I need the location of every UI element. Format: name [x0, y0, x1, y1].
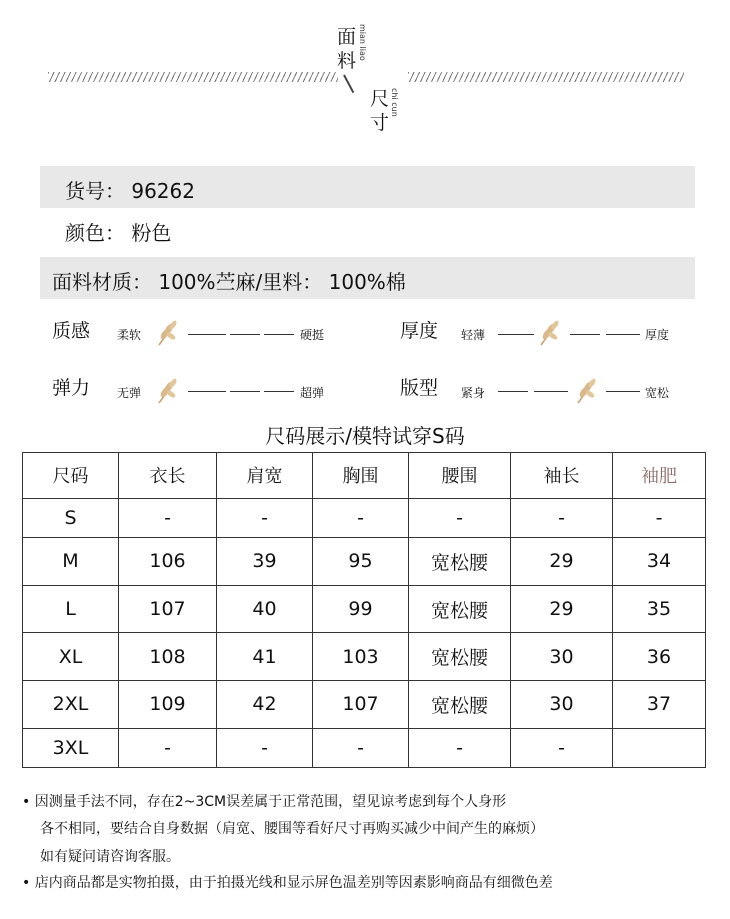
- note-line-2: 各不相同，要结合自身数据（肩宽、腰围等看好尺寸再购买减少中间产生的麻烦）: [40, 821, 544, 837]
- attr-fit-label: 版型: [400, 377, 439, 399]
- table-cell: 107: [119, 585, 217, 633]
- note-line-3: 如有疑问请咨询客服。: [40, 849, 180, 865]
- scale-dash: [230, 334, 260, 335]
- scale-dash: [570, 334, 600, 335]
- header-right-hatch: [408, 72, 684, 82]
- table-cell: -: [313, 728, 409, 767]
- table-cell: -: [409, 728, 511, 767]
- header-left-hatch: [48, 72, 338, 82]
- table-cell: 103: [313, 633, 409, 681]
- table-cell: -: [511, 498, 613, 537]
- table-cell: [613, 728, 706, 767]
- scale-dash: [264, 391, 294, 392]
- table-cell: 109: [119, 681, 217, 729]
- item-color: 颜色： 粉色: [65, 221, 172, 245]
- table-cell: 宽松腰: [409, 633, 511, 681]
- scale-dash: [606, 391, 640, 392]
- table-cell: 99: [313, 585, 409, 633]
- note-line-1: • 因测量手法不同，存在2~3CM误差属于正常范围，望见谅考虑到每个人身形: [22, 794, 507, 810]
- table-cell: 106: [119, 538, 217, 586]
- attr-elastic-left: 无弹: [117, 386, 142, 400]
- item-material: 面料材质： 100%苎麻/里料： 100%棉: [52, 270, 406, 294]
- header-cell: 胸围: [313, 453, 409, 499]
- attr-thickness-left: 轻薄: [461, 328, 486, 342]
- item-number: 货号： 96262: [65, 179, 195, 203]
- table-cell: 30: [511, 633, 613, 681]
- table-cell: 41: [217, 633, 313, 681]
- header-fabric-char-2: 料: [337, 50, 357, 72]
- header-fabric-char-1: 面: [337, 26, 357, 48]
- table-cell: 36: [613, 633, 706, 681]
- table-cell: 39: [217, 538, 313, 586]
- table-cell: 42: [217, 681, 313, 729]
- scale-dash: [606, 334, 640, 335]
- table-cell: 宽松腰: [409, 585, 511, 633]
- table-cell: M: [23, 538, 119, 586]
- table-cell: 2XL: [23, 681, 119, 729]
- table-row: [23, 681, 706, 729]
- table-cell: -: [217, 728, 313, 767]
- table-row: [23, 585, 706, 633]
- header-size-pinyin: chi cun: [390, 88, 399, 117]
- wheat-icon: [574, 375, 600, 405]
- table-header-row: [23, 453, 706, 499]
- table-cell: L: [23, 585, 119, 633]
- table-row: [23, 728, 706, 767]
- attr-elastic-label: 弹力: [52, 377, 91, 399]
- scale-dash: [188, 391, 226, 392]
- table-cell: 107: [313, 681, 409, 729]
- attr-texture-right: 硬挺: [300, 328, 325, 342]
- attr-texture-label: 质感: [52, 320, 91, 342]
- scale-dash: [498, 391, 528, 392]
- scale-dash: [188, 334, 226, 335]
- table-cell: -: [409, 498, 511, 537]
- table-cell: 宽松腰: [409, 538, 511, 586]
- header-cell: 尺码: [23, 453, 119, 499]
- attr-texture-left: 柔软: [117, 328, 142, 342]
- table-cell: 29: [511, 538, 613, 586]
- table-cell: 30: [511, 681, 613, 729]
- header-cell: 肩宽: [217, 453, 313, 499]
- table-row: [23, 498, 706, 537]
- note-line-4: • 店内商品都是实物拍摄，由于拍摄光线和显示屏色温差别等因素影响商品有细微色差: [22, 875, 553, 891]
- size-table: [22, 452, 706, 768]
- table-cell: -: [511, 728, 613, 767]
- table-cell: 35: [613, 585, 706, 633]
- scale-dash: [498, 334, 534, 335]
- header-cell: 衣长: [119, 453, 217, 499]
- table-cell: XL: [23, 633, 119, 681]
- scale-dash: [534, 391, 568, 392]
- table-cell: S: [23, 498, 119, 537]
- header-fabric-pinyin: mian liao: [358, 24, 367, 61]
- header-slash: [343, 75, 354, 94]
- header-cell: 腰围: [409, 453, 511, 499]
- table-cell: 宽松腰: [409, 681, 511, 729]
- table-cell: -: [119, 728, 217, 767]
- table-cell: 29: [511, 585, 613, 633]
- table-cell: -: [613, 498, 706, 537]
- scale-dash: [264, 334, 294, 335]
- wheat-icon: [155, 375, 181, 405]
- scale-dash: [230, 391, 260, 392]
- attr-fit-left: 紧身: [461, 386, 486, 400]
- table-row: [23, 633, 706, 681]
- header-size-char-2: 寸: [370, 112, 390, 134]
- wheat-icon: [155, 317, 181, 347]
- table-cell: 40: [217, 585, 313, 633]
- attr-elastic-right: 超弹: [300, 386, 325, 400]
- table-row: [23, 538, 706, 586]
- table-cell: 108: [119, 633, 217, 681]
- table-cell: 3XL: [23, 728, 119, 767]
- header-cell: 袖肥: [613, 453, 706, 499]
- table-cell: -: [313, 498, 409, 537]
- table-cell: 37: [613, 681, 706, 729]
- header-size-char-1: 尺: [370, 88, 390, 110]
- attr-thickness-right: 厚度: [645, 328, 670, 342]
- attr-fit-right: 宽松: [645, 386, 670, 400]
- attr-thickness-label: 厚度: [400, 320, 439, 342]
- header-cell: 袖长: [511, 453, 613, 499]
- table-cell: 95: [313, 538, 409, 586]
- table-cell: -: [119, 498, 217, 537]
- wheat-icon: [537, 317, 563, 347]
- table-cell: -: [217, 498, 313, 537]
- size-table-title: 尺码展示/模特试穿S码: [265, 424, 465, 448]
- table-cell: 34: [613, 538, 706, 586]
